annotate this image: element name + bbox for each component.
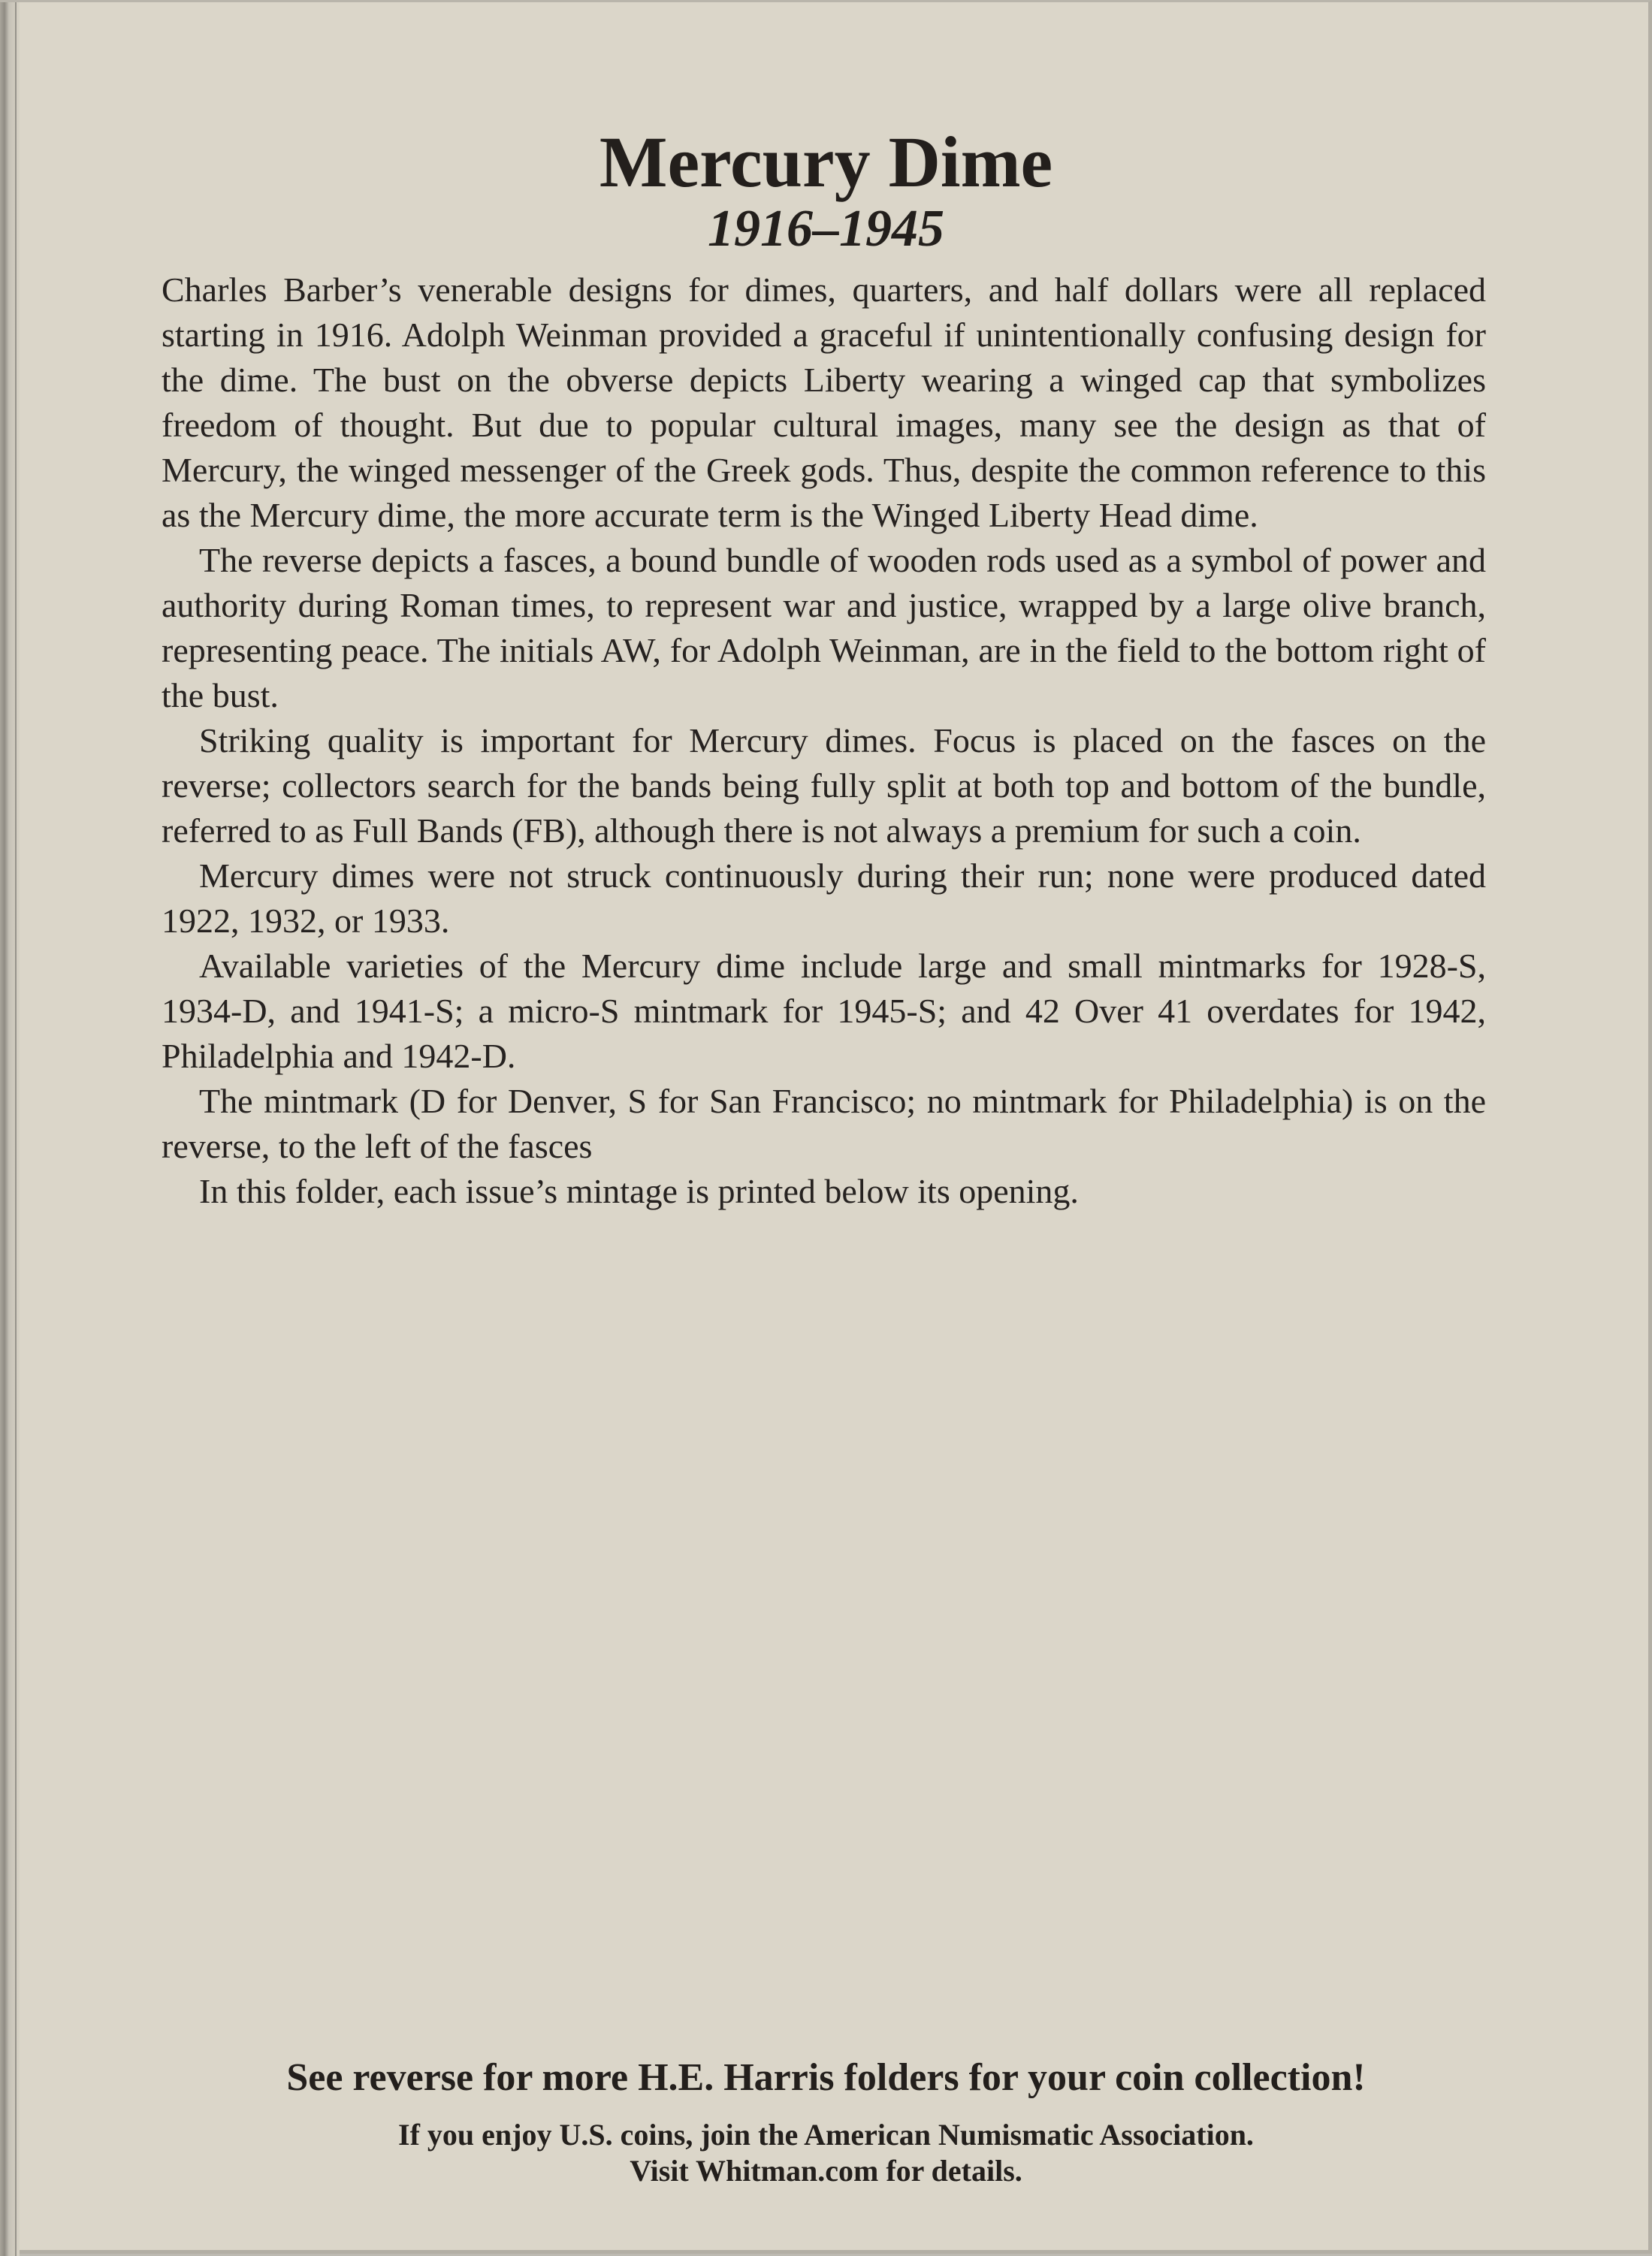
paragraph-mintmark: The mintmark (D for Denver, S for San Francisco; no mintmark for Philadelphia) is on the reverse, to the left of the fasces	[162, 1082, 1486, 1165]
date-range-subtitle: 1916–1945	[708, 200, 944, 258]
paragraph-missing-dates: Mercury dimes were not struck continuously during their run; none were produced dated 1922, 1932, or 1933.	[162, 856, 1486, 940]
ana-notice	[0, 2117, 1652, 2189]
spine-fold-line	[15, 2, 17, 2256]
paragraph-mintage-note: In this folder, each issue’s mintage is printed below its opening.	[199, 1172, 1079, 1210]
paragraph-reverse-design: The reverse depicts a fasces, a bound bundle of wooden rods used as a symbol of power and authority during Roman times, to represent war and justice, wrapped by a large olive branch, representing peace. The initials AW, for Adolph Weinman, are in the field to the bottom right of the bust.	[162, 541, 1486, 714]
description-text	[162, 267, 1486, 1214]
paragraph-varieties: Available varieties of the Mercury dime include large and small mintmarks for 1928-S, 1934-D, and 1941-S; a micro-S mintmark for 1945-S; and 42 Over 41 overdates for 1942, Philadelphia and 1942-D.	[162, 947, 1486, 1075]
paragraph-intro: Charles Barber’s venerable designs for dimes, quarters, and half dollars were all replaced starting in 1916. Adolph Weinman provided a graceful if unintentionally confusing design for the dime. The bust on the obverse depicts Liberty wearing a winged cap that symbolizes freedom of thought. But due to popular cultural images, many see the design as that of Mercury, the winged messenger of the Greek gods. Thus, despite the common reference to this as the Mercury dime, the more accurate term is the Winged Liberty Head dime.	[162, 270, 1486, 534]
promo-line: See reverse for more H.E. Harris folders for your coin collection!	[286, 2056, 1366, 2099]
page-title: Mercury Dime	[599, 122, 1053, 202]
ana-notice-line-2: Visit Whitman.com for details.	[630, 2154, 1022, 2188]
folder-spine	[0, 2, 20, 2256]
paragraph-striking-quality: Striking quality is important for Mercury dimes. Focus is placed on the fasces on the reverse; collectors search for the bands being fully split at both top and bottom of the bundle, referred to as Full Bands (FB), although there is not always a premium for such a coin.	[162, 721, 1486, 850]
ana-notice-line-1: If you enjoy U.S. coins, join the American Numismatic Association.	[398, 2118, 1254, 2152]
